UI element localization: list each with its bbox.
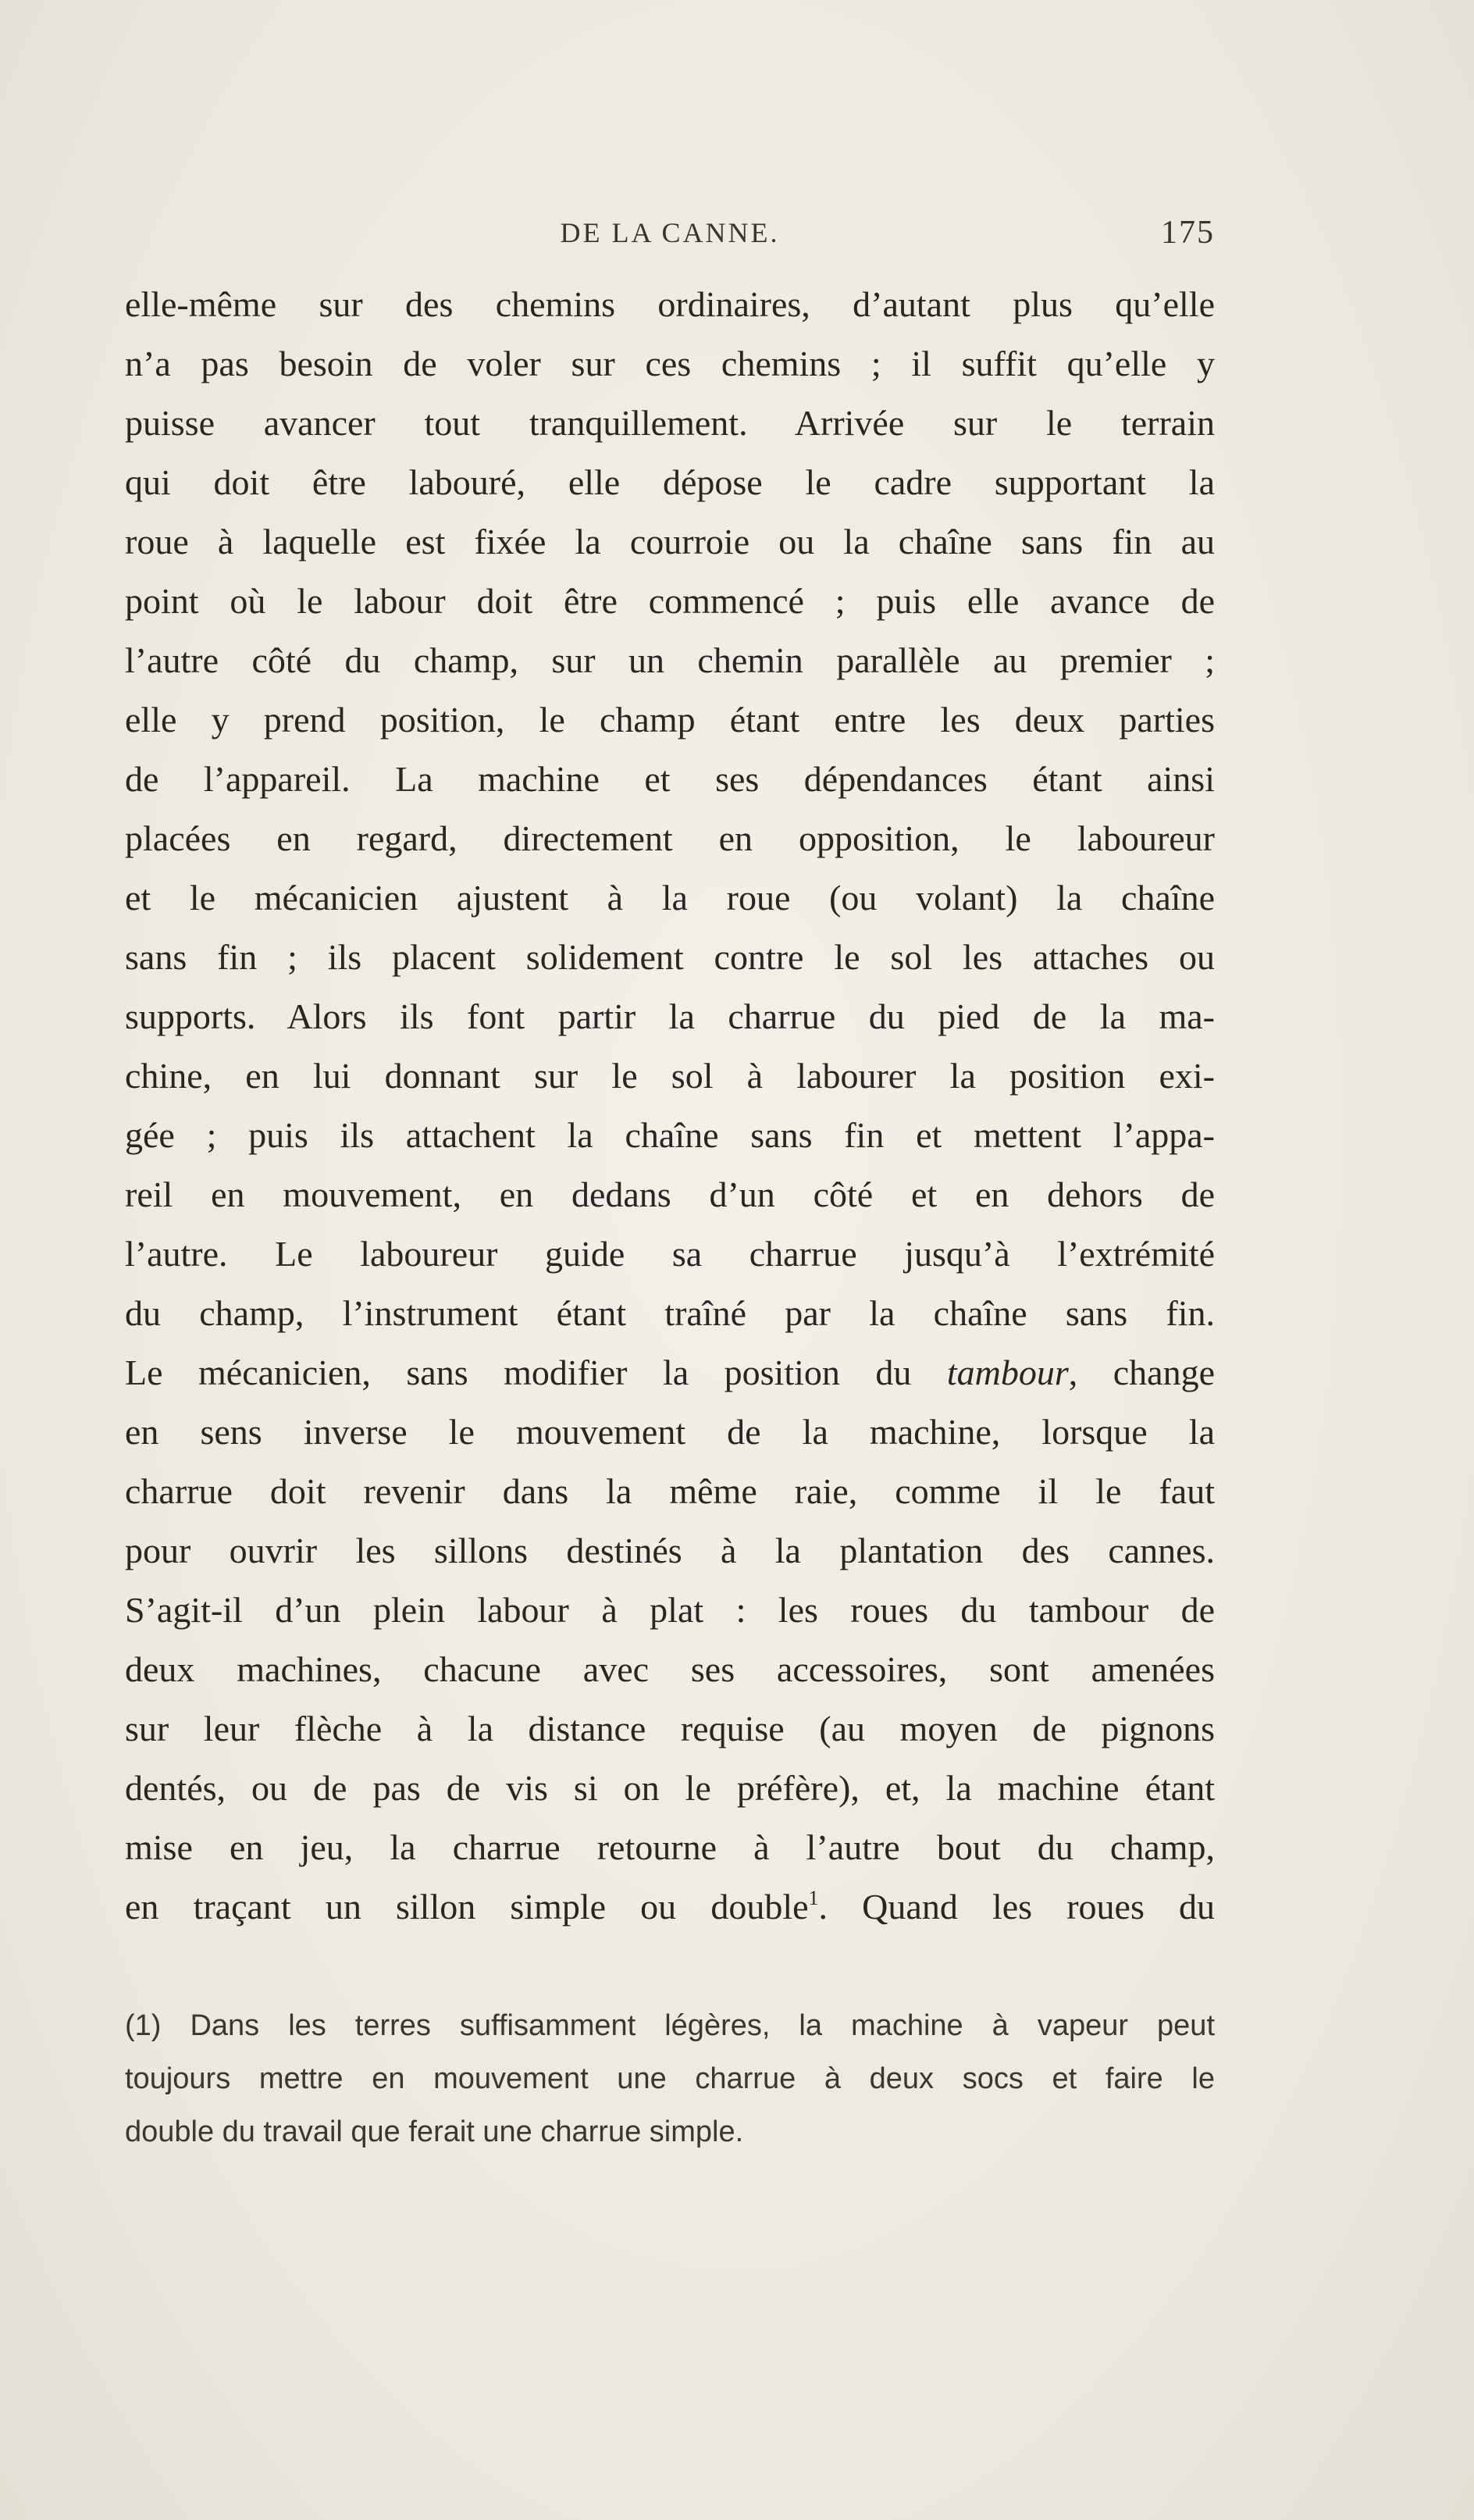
text-line: gée ; puis ils attachent la chaîne sans fin et mettent l’appa- — [125, 1115, 1215, 1155]
text-line-part: en traçant un sillon simple ou double — [125, 1887, 809, 1927]
text-line: dentés, ou de pas de vis si on le préfère), et, la machine étant — [125, 1768, 1215, 1808]
text-line: sur leur flèche à la distance requise (au moyen de pignons — [125, 1709, 1215, 1748]
running-head — [125, 209, 1215, 256]
running-head-title: DE LA CANNE. — [560, 217, 780, 248]
text-line: n’a pas besoin de voler sur ces chemins ; il suffit qu’elle y — [125, 344, 1215, 383]
text-line: elle-même sur des chemins ordinaires, d’autant plus qu’elle — [125, 284, 1215, 324]
text-line: S’agit-il d’un plein labour à plat : les roues du tambour de — [125, 1590, 1215, 1630]
text-line: pour ouvrir les sillons destinés à la plantation des cannes. — [125, 1531, 1215, 1570]
footnote-line: double du travail que ferait une charrue simple. — [125, 2115, 744, 2148]
text-line: chine, en lui donnant sur le sol à labourer la position exi- — [125, 1056, 1215, 1096]
text-line: du champ, l’instrument étant traîné par la chaîne sans fin. — [125, 1293, 1215, 1333]
text-line: point où le labour doit être commencé ; puis elle avance de — [125, 581, 1215, 621]
text-line: mise en jeu, la charrue retourne à l’autre bout du champ, — [125, 1827, 1215, 1867]
footnote-reference[interactable]: 1 — [808, 1887, 819, 1909]
text-line-with-footnote-ref — [125, 1877, 1215, 1937]
footnote-line: toujours mettre en mouvement une charrue à deux socs et faire le — [125, 2062, 1215, 2095]
footnote — [125, 1999, 1215, 2158]
body-text — [125, 275, 1215, 1937]
text-line: elle y prend position, le champ étant entre les deux parties — [125, 700, 1215, 740]
text-line: et le mécanicien ajustent à la roue (ou volant) la chaîne — [125, 878, 1215, 918]
text-line: l’autre côté du champ, sur un chemin parallèle au premier ; — [125, 640, 1215, 680]
text-line: en sens inverse le mouvement de la machine, lorsque la — [125, 1412, 1215, 1452]
text-line: l’autre. Le laboureur guide sa charrue jusqu’à l’extrémité — [125, 1234, 1215, 1274]
text-line: charrue doit revenir dans la même raie, comme il le faut — [125, 1471, 1215, 1511]
text-line: de l’appareil. La machine et ses dépendances étant ainsi — [125, 759, 1215, 799]
text-line-part: . Quand les roues du — [818, 1887, 1215, 1927]
text-line-part: , change — [1068, 1353, 1215, 1392]
italic-word-tambour: tambour — [946, 1353, 1069, 1392]
text-line: puisse avancer tout tranquillement. Arrivée sur le terrain — [125, 403, 1215, 443]
text-line: deux machines, chacune avec ses accessoires, sont amenées — [125, 1649, 1215, 1689]
text-line: qui doit être labouré, elle dépose le cadre supportant la — [125, 462, 1215, 502]
page-number: 175 — [1161, 215, 1215, 251]
footnote-line: (1) Dans les terres suffisamment légères, la machine à vapeur peut — [125, 2009, 1215, 2042]
text-line-part: Le mécanicien, sans modifier la position du — [125, 1353, 947, 1392]
text-line: roue à laquelle est fixée la courroie ou la chaîne sans fin au — [125, 522, 1215, 561]
text-line: sans fin ; ils placent solidement contre le sol les attaches ou — [125, 937, 1215, 977]
text-line: placées en regard, directement en opposition, le laboureur — [125, 818, 1215, 858]
text-line: supports. Alors ils font partir la charrue du pied de la ma- — [125, 996, 1215, 1036]
text-line-tambour — [125, 1343, 1215, 1403]
text-line: reil en mouvement, en dedans d’un côté et en dehors de — [125, 1174, 1215, 1214]
